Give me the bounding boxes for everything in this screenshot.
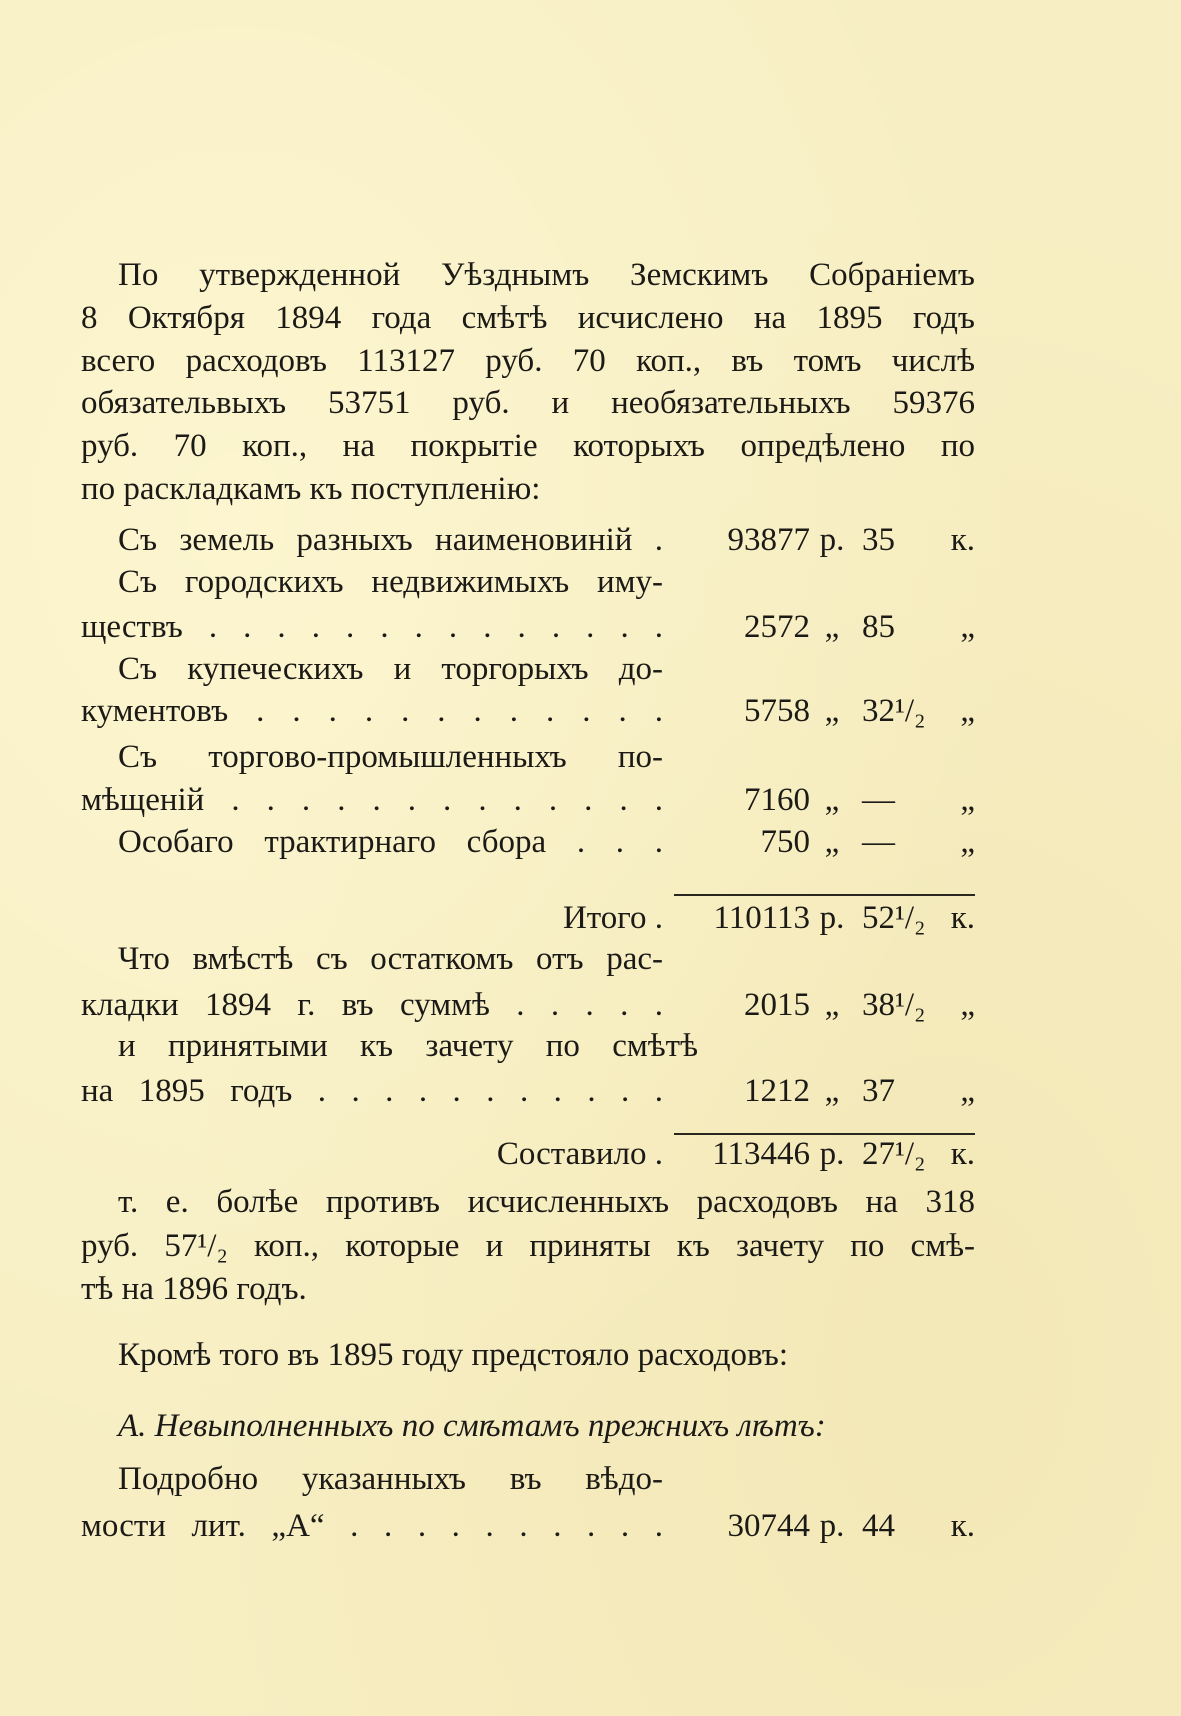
intro-line-2: 8 Октября 1894 года смѣтѣ исчислено на 1895 годъ bbox=[81, 300, 975, 336]
row-label-line1: и принятыми къ зачету по смѣтѣ bbox=[118, 1028, 698, 1064]
row-kopeks: 44 bbox=[862, 1508, 895, 1544]
row-amount: 30744 bbox=[727, 1508, 810, 1544]
row-amount: 2572 bbox=[744, 609, 810, 645]
row-unit: „ bbox=[824, 987, 840, 1023]
row-kopeks: — bbox=[862, 824, 895, 860]
grand-total-label: Составило . bbox=[496, 1136, 663, 1172]
row-label: ществъ . . . . . . . . . . . . . . bbox=[81, 609, 663, 645]
row-amount: 750 bbox=[760, 824, 810, 860]
additional-row-label-line bbox=[0, 1024, 1181, 1068]
section-heading: А. Невыполненныхъ по смѣтамъ прежнихъ лѣтъ: bbox=[118, 1408, 826, 1444]
revenue-row-label-line bbox=[0, 735, 1181, 779]
total-row bbox=[0, 896, 1181, 940]
row-label: кладки 1894 г. въ суммѣ . . . . . bbox=[81, 987, 663, 1023]
row-unit: „ bbox=[824, 782, 840, 818]
row-unit2: к. bbox=[950, 1508, 975, 1544]
row-unit2: „ bbox=[960, 782, 975, 818]
intro-line-6: по раскладкамъ къ поступленію: bbox=[81, 471, 541, 507]
final-row bbox=[0, 1504, 1181, 1548]
surplus-line-2: руб. 57¹/₂ коп., которые и приняты къ зачету по смѣ- bbox=[81, 1228, 975, 1264]
row-amount: 5758 bbox=[744, 693, 810, 729]
row-label-line1: Что вмѣстѣ съ остаткомъ отъ рас- bbox=[118, 941, 663, 977]
row-amount: 93877 bbox=[727, 522, 810, 558]
total-unit2: к. bbox=[950, 900, 975, 936]
intro-line-4: обязательвыхъ 53751 руб. и необязательныхъ 59376 bbox=[81, 385, 975, 421]
grand-total-unit: р. bbox=[819, 1136, 845, 1172]
row-unit: „ bbox=[824, 609, 840, 645]
additional-row bbox=[0, 1069, 1181, 1113]
final-row-label-line bbox=[0, 1457, 1181, 1501]
row-unit2: „ bbox=[960, 987, 975, 1023]
total-kopeks: 52¹/₂ bbox=[862, 900, 926, 936]
row-amount: 2015 bbox=[744, 987, 810, 1023]
revenue-row bbox=[0, 605, 1181, 649]
intro-line-1: По утвержденной Уѣзднымъ Земскимъ Собраніемъ bbox=[118, 257, 975, 293]
row-label: мости лит. „А“ . . . . . . . . . . bbox=[81, 1508, 663, 1544]
row-unit2: „ bbox=[960, 824, 975, 860]
revenue-row-label-line bbox=[0, 560, 1181, 604]
row-label: Съ земель разныхъ наименовиній . bbox=[118, 522, 663, 558]
grand-total-kopeks: 27¹/₂ bbox=[862, 1136, 926, 1172]
besides-line: Кромѣ того въ 1895 году предстояло расходовъ: bbox=[118, 1337, 789, 1373]
row-unit2: „ bbox=[960, 1073, 975, 1109]
intro-line-3: всего расходовъ 113127 руб. 70 коп., въ томъ числѣ bbox=[81, 343, 975, 379]
total-unit: р. bbox=[819, 900, 845, 936]
surplus-line-3: тѣ на 1896 годъ. bbox=[81, 1271, 307, 1307]
total-amount: 110113 bbox=[713, 900, 810, 936]
revenue-row bbox=[0, 778, 1181, 822]
row-kopeks: — bbox=[862, 782, 895, 818]
additional-row-label-line bbox=[0, 937, 1181, 981]
row-unit2: к. bbox=[950, 522, 975, 558]
row-label-line1: Съ торгово-промышленныхъ по- bbox=[118, 739, 663, 775]
row-unit: „ bbox=[824, 1073, 840, 1109]
row-unit: р. bbox=[819, 522, 845, 558]
row-unit2: „ bbox=[960, 693, 975, 729]
row-label: мѣщеній . . . . . . . . . . . . . bbox=[81, 782, 663, 818]
grand-total-unit2: к. bbox=[950, 1136, 975, 1172]
row-kopeks: 37 bbox=[862, 1073, 895, 1109]
grand-total-amount: 113446 bbox=[712, 1136, 810, 1172]
row-kopeks: 32¹/₂ bbox=[862, 693, 926, 729]
row-label-line1: Съ городскихъ недвижимыхъ иму- bbox=[118, 564, 663, 600]
intro-line-5: руб. 70 коп., на покрытіе которыхъ опредѣлено по bbox=[81, 428, 975, 464]
grand-total-row bbox=[0, 1132, 1181, 1176]
revenue-row bbox=[0, 518, 1181, 562]
row-kopeks: 35 bbox=[862, 522, 895, 558]
total-label: Итого . bbox=[562, 900, 663, 936]
row-amount: 1212 bbox=[744, 1073, 810, 1109]
revenue-row bbox=[0, 820, 1181, 864]
row-label: Особаго трактирнаго сбора . . . bbox=[118, 824, 663, 860]
row-label-line1: Съ купеческихъ и торгорыхъ до- bbox=[118, 651, 663, 687]
row-label: на 1895 годъ . . . . . . . . . . . bbox=[81, 1073, 663, 1109]
row-unit: „ bbox=[824, 693, 840, 729]
revenue-row-label-line bbox=[0, 647, 1181, 691]
row-kopeks: 38¹/₂ bbox=[862, 987, 926, 1023]
row-label-line1: Подробно указанныхъ въ вѣдо- bbox=[118, 1461, 663, 1497]
row-kopeks: 85 bbox=[862, 609, 895, 645]
row-label: кументовъ . . . . . . . . . . . . bbox=[81, 693, 663, 729]
row-unit2: „ bbox=[960, 609, 975, 645]
revenue-row bbox=[0, 689, 1181, 733]
row-unit: „ bbox=[824, 824, 840, 860]
surplus-line-1: т. е. болѣе противъ исчисленныхъ расходовъ на 318 bbox=[118, 1184, 975, 1220]
row-amount: 7160 bbox=[744, 782, 810, 818]
additional-row bbox=[0, 983, 1181, 1027]
row-unit: р. bbox=[819, 1508, 845, 1544]
